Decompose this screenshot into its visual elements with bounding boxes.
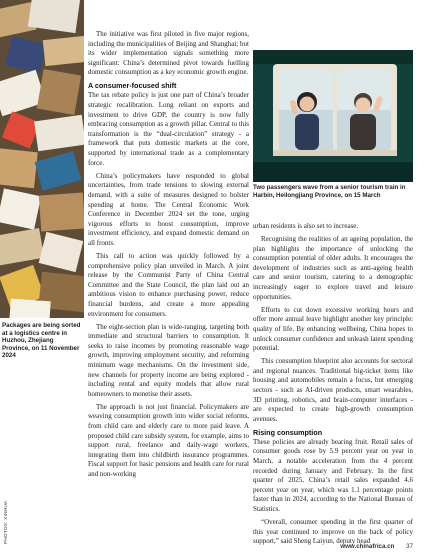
paragraph: Efforts to cut down excessive working hours and offer more annual leave highlight another key principle: quality of life. By enhancing wellbeing, China hopes to unlock consumer confidence and unleash latent spending potential.	[253, 305, 413, 353]
paragraph: This call to action was quickly followed by a comprehensive policy plan unveiled in March. A joint release by the Communist Party of China Central Committee and the State Council, the plan laid out an ambitious vision to enhance purchasing power, reduce financial burdens, and create a more appealing environment for consumers.	[88, 251, 249, 318]
paragraph: This consumption blueprint also accounts for sectoral and regional nuances. Traditional big-ticket items like housing and automobiles remain a focus, but emerging sectors - such as AI-driven products, smart wearables, 3D printing, robotics, and brain-computer interfaces - are expected to create high-growth consumption avenues.	[253, 357, 413, 423]
subhead-rising-consumption: Rising consumption	[253, 427, 323, 437]
packages-photo	[0, 0, 84, 318]
packages-photo-illustration	[0, 0, 84, 318]
page-footer	[340, 543, 413, 550]
paragraph: The approach is not just financial. Policymakers are weaving consumption growth into wider social reforms, from child care and elderly care to more paid leave. A proposed child care subsidy system, for example, aims to support rural, freelance and daily-wage workers, integrating them into childbirth insurance programmes. Fiscal support for basic pensions and health care for rural and non-working	[88, 402, 249, 479]
train-photo-illustration	[253, 50, 413, 182]
paragraph: China’s policymakers have responded to global uncertainties, from trade tensions to slowing external demand, with a suite of measures designed to bolster spending at home. The Central Economic Work Conference in December 2024 set the tone, urging vigorous efforts to boost consumption, improve investment efficiency, and expand domestic demand on all fronts.	[88, 171, 249, 247]
paragraph: urban residents is also set to increase.	[253, 222, 359, 230]
paragraph: These policies are already bearing fruit. Retail sales of consumer goods rose by 5.9 percent year on year in March, a notable acceleration from the 4 percent recorded during January and February. In the first quarter of 2025, China’s retail sales expanded 4.6 percent year on year, which was 1.1 percentage points faster than in 2024, according to the National Bureau of Statistics.	[253, 437, 413, 514]
intro-paragraph: The initiative was first piloted in five major regions, including the municipalities of Beijing and Shanghai; but its wider implementation signals something more significant: China’s determined pivot towards fuelling domestic consumption as a key economic growth engine.	[88, 30, 249, 77]
paragraph: Recognising the realities of an ageing population, the plan highlights the importance of unlocking the consumption potential of older adults. It encourages the development of industries such as anti-ageing health care and senior tourism, catering to a demographic increasingly eager to explore travel and leisure opportunities.	[253, 235, 413, 301]
packages-photo-caption: Packages are being sorted at a logistics centre in Huzhou, Zhejiang Province, on 11 November 2024	[2, 322, 81, 360]
paragraph: The tax rebate policy is just one part of China’s broader strategic recalibration. Long reliant on exports and investment to drive GDP, the country is now fully embracing consumption as a growth pillar. Central to this transformation is the “dual-circulation” strategy - a framework that puts domestic markets at the core, supported by international trade as a complementary force.	[88, 91, 249, 167]
paragraph: The eight-section plan is wide-ranging, targeting both immediate and structural barriers to consumption. It seeks to raise incomes by promoting reasonable wage growth, improving employment security, and reforming minimum wage mechanisms. On the investment side, new channels for property income are being explored - including rental and equity models that allow rural homeowners to monetise their assets.	[88, 322, 249, 398]
footer-url[interactable]: www.chinafrica.cn	[340, 543, 395, 550]
page-number: 37	[406, 543, 413, 550]
photo-credit: PHOTOS: XINHUA	[3, 500, 8, 544]
paragraph: “Overall, consumer spending in the first quarter of this year continued to improve on the back of policy support,” said Sheng Laiyun, deputy head	[253, 518, 413, 546]
article-column-2	[253, 222, 413, 550]
train-photo-caption: Two passengers wave from a senior tourism train in Harbin, Heilongjiang Province, on 15 March	[253, 184, 406, 199]
train-photo	[253, 50, 413, 182]
subhead-consumer-shift: A consumer-focused shift	[88, 81, 177, 91]
article-column-1	[88, 30, 249, 483]
